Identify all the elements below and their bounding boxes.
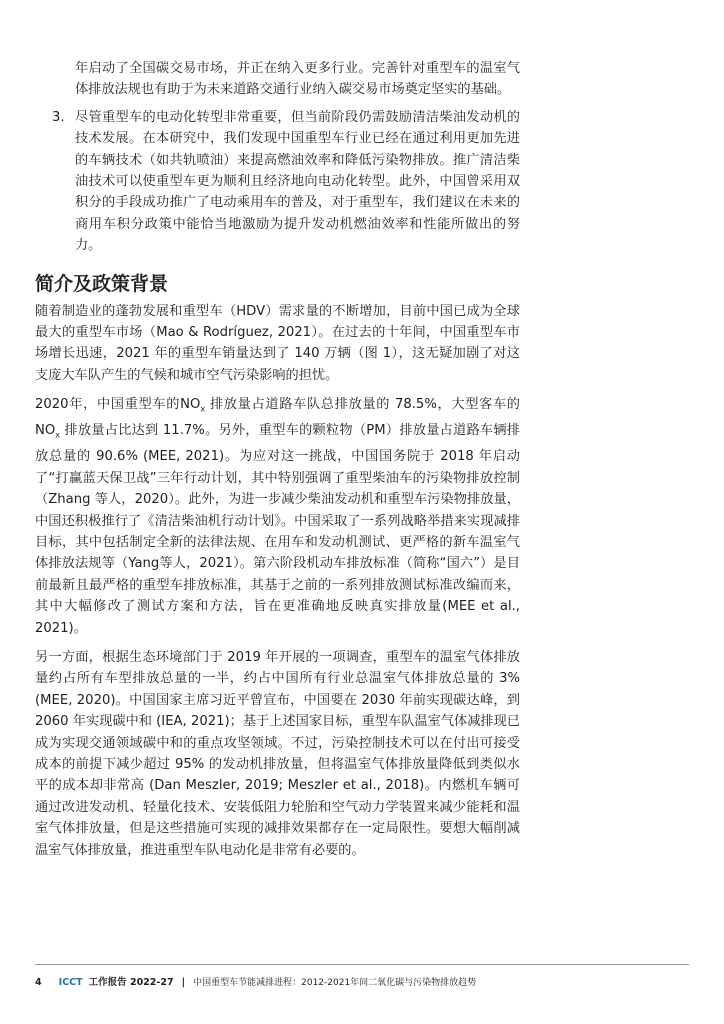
paragraph-ghg: 另一方面，根据生态环境部门于 2019 年开展的一项调查，重型车的温室气体排放量约占所有车型排放总量的一半，约占中国所有行业总温室气体排放总量的 3% (MEE, 2020)。中国国家主席习近平曾宣布，中国要在 2030 年前实现碳达峰，到 2060 年实现碳中和 (IEA, 2021)；基于上述国家目标，重型车队温室气体减排现已成为实现交通领域碳中和的重点攻坚领域。不过，污染控制技术可以在付出可接受成本的前提下减少超过 95% 的发动机排放量，但将温室气体排放量降低到类似水平的成本却非常高 (Dan Meszler, 2019; Meszler et al., 2018)。内燃机车辆可通过改进发动机、轻量化技术、安装低阻力轮胎和空气动力学装置来减少能耗和温室气体排放量，但是这些措施可实现的减排效果都存在一定局限性。要想大幅削减温室气体排放量，推进重型车队电动化是非常有必要的。 (35, 650, 520, 858)
page-body (35, 58, 520, 869)
footer-separator: | (181, 977, 186, 988)
paragraph-intro: 随着制造业的蓬勃发展和重型车（HDV）需求量的不断增加，目前中国已成为全球最大的重型车市场（Mao & Rodríguez, 2021）。在过去的十年间，中国重型车市场增长迅速，2021 年的重型车销量达到了 140 万辆（图 1），这无疑加剧了对这支庞大车队产生的气候和城市空气污染影响的担忧。 (35, 303, 520, 383)
subscript-x: x (200, 404, 206, 414)
footer-title: 中国重型车节能减排进程：2012-2021年间二氧化碳与污染物排放趋势 (193, 978, 477, 988)
list-item-number: 3. (52, 109, 65, 125)
page-number: 4 (35, 977, 42, 988)
list-item-text: 尽管重型车的电动化转型非常重要，但当前阶段仍需鼓励清洁柴油发动机的技术发展。在本研究中，我们发现中国重型车行业已经在通过利用更加先进的车辆技术（如共轨喷油）来提高燃油效率和降低污染物排放。推广清洁柴油技术可以使重型车更为顺利且经济地向电动化转型。此外，中国曾采用双积分的手段成功推广了电动乘用车的普及，对于重型车，我们建议在未来的商用车积分政策中能恰当地激励为提升发动机燃油效率和性能所做出的努力。 (75, 109, 520, 254)
continued-list-item-text: 年启动了全国碳交易市场，并正在纳入更多行业。完善针对重型车的温室气体排放法规也有助于为未来道路交通行业纳入碳交易市场奠定坚实的基础。 (75, 61, 520, 98)
footer-series: 工作报告 2022-27 (88, 977, 174, 988)
list-item (35, 107, 520, 257)
paragraph-emissions (35, 394, 520, 639)
footer-divider (35, 964, 689, 965)
footer-org: ICCT (58, 977, 83, 988)
paragraph-text: 排放量占道路车队总排放量的 78.5%，大型客车的NO (35, 397, 520, 439)
paragraph-text: 排放量占比达到 11.7%。另外，重型车的颗粒物（PM）排放量占道路车辆排放总量的 90.6% (MEE, 2021)。为应对这一挑战，中国国务院于 2018 年启动了“打赢蓝天保卫战”三年行动计划，其中特别强调了重型柴油车的污染物排放控制（Zhang 等人，2020）。此外，为进一步减少柴油发动机和重型车污染物排放量，中国还积极推行了《清洁柴油机行动计划》。中国采取了一系列战略举措来实现减排目标，其中包括制定全新的法律法规、在用车和发动机测试、更严格的新车温室气体排放法规等（Yang等人，2021）。第六阶段机动车排放标准（简称“国六”）是目前最新且最严格的重型车排放标准，其基于之前的一系列排放测试标准改编而来，其中大幅修改了测试方案和方法，旨在更准确地反映真实排放量(MEE et al., 2021)。 (35, 423, 520, 636)
paragraph-text: 2020年，中国重型车的NO (35, 397, 201, 413)
section-heading: 简介及政策背景 (35, 272, 169, 295)
subscript-x: x (55, 430, 60, 440)
page-footer (35, 976, 695, 990)
